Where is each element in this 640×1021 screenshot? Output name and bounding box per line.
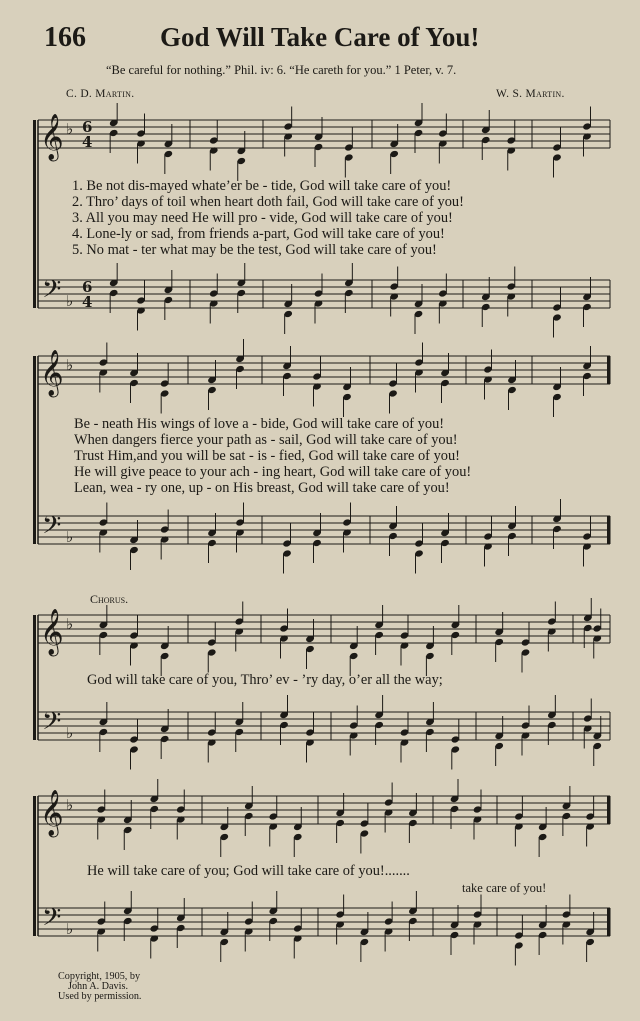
lyricist-credit: C. D. Martin. [66,88,135,100]
flat-sign: ♭ [66,356,74,374]
flat-sign: ♭ [66,292,74,310]
verse-4-line-1: 4. Lone-ly or sad, from friends a-part, God will take care of you! [72,226,445,242]
final-barline [607,796,610,824]
verse-3-line-1: 3. All you may need He will pro - vide, God will take care of you! [72,210,453,226]
chorus-lyric-line-2: He will take care of you; God will take care of you!....... [87,863,410,879]
system-brace [33,120,36,308]
system-brace [33,356,36,544]
bass-clef: 𝄢 [42,903,62,938]
flat-sign: ♭ [66,528,74,546]
treble-clef: 𝄞 [40,350,64,396]
chorus-lyric-line-1: God will take care of you, Thro’ ev - ’ry day, o’er all the way; [87,672,443,688]
treble-clef: 𝄞 [40,114,64,160]
system-brace [33,796,36,936]
bass-clef: 𝄢 [42,707,62,742]
scripture-reference: “Be careful for nothing.” Phil. iv: 6. “He careth for you.” 1 Peter, v. 7. [106,63,457,77]
treble-clef: 𝄞 [40,609,64,655]
copyright-line-1: Copyright, 1905, by [58,971,141,982]
time-signature-bass: 4 [82,293,93,311]
chorus-echo: take care of you! [462,881,547,895]
hymn-title: God Will Take Care of You! [160,22,480,52]
bass-clef: 𝄢 [42,275,62,310]
verse-5-line-2: Lean, wea - ry one, up - on His breast, God will take care of you! [74,480,450,496]
verse-2-line-1: 2. Thro’ days of toil when heart doth fail, God will take care of you! [72,194,464,210]
time-signature-bass: 6 [82,278,93,296]
copyright-line-3: Used by permission. [58,991,142,1002]
verse-5-line-1: 5. No mat - ter what may be the test, God will take care of you! [72,242,437,258]
flat-sign: ♭ [66,724,74,742]
time-signature-treble: 4 [82,133,93,151]
flat-sign: ♭ [66,920,74,938]
final-barline [607,908,610,936]
flat-sign: ♭ [66,615,74,633]
flat-sign: ♭ [66,120,74,138]
final-barline [607,516,610,544]
system-brace [33,615,36,740]
verse-1-line-1: 1. Be not dis-mayed whate’er be - tide, God will take care of you! [72,178,452,194]
hymn-number: 166 [44,22,86,53]
verse-3-line-2: Trust Him,and you will be sat - is - fied, God will take care of you! [74,448,460,464]
verse-1-line-2: Be - neath His wings of love a - bide, God will take care of you! [74,416,445,432]
time-signature-treble: 6 [82,118,93,136]
verse-4-line-2: He will give peace to your ach - ing heart, God will take care of you! [74,464,472,480]
flat-sign: ♭ [66,796,74,814]
treble-clef: 𝄞 [40,790,64,836]
final-barline [607,356,610,384]
verse-2-line-2: When dangers fierce your path as - sail, God will take care of you! [74,432,458,448]
chorus-label: Chorus. [90,592,129,606]
composer-credit: W. S. Martin. [496,88,565,100]
bass-clef: 𝄢 [42,511,62,546]
copyright-line-2: John A. Davis. [68,981,128,992]
